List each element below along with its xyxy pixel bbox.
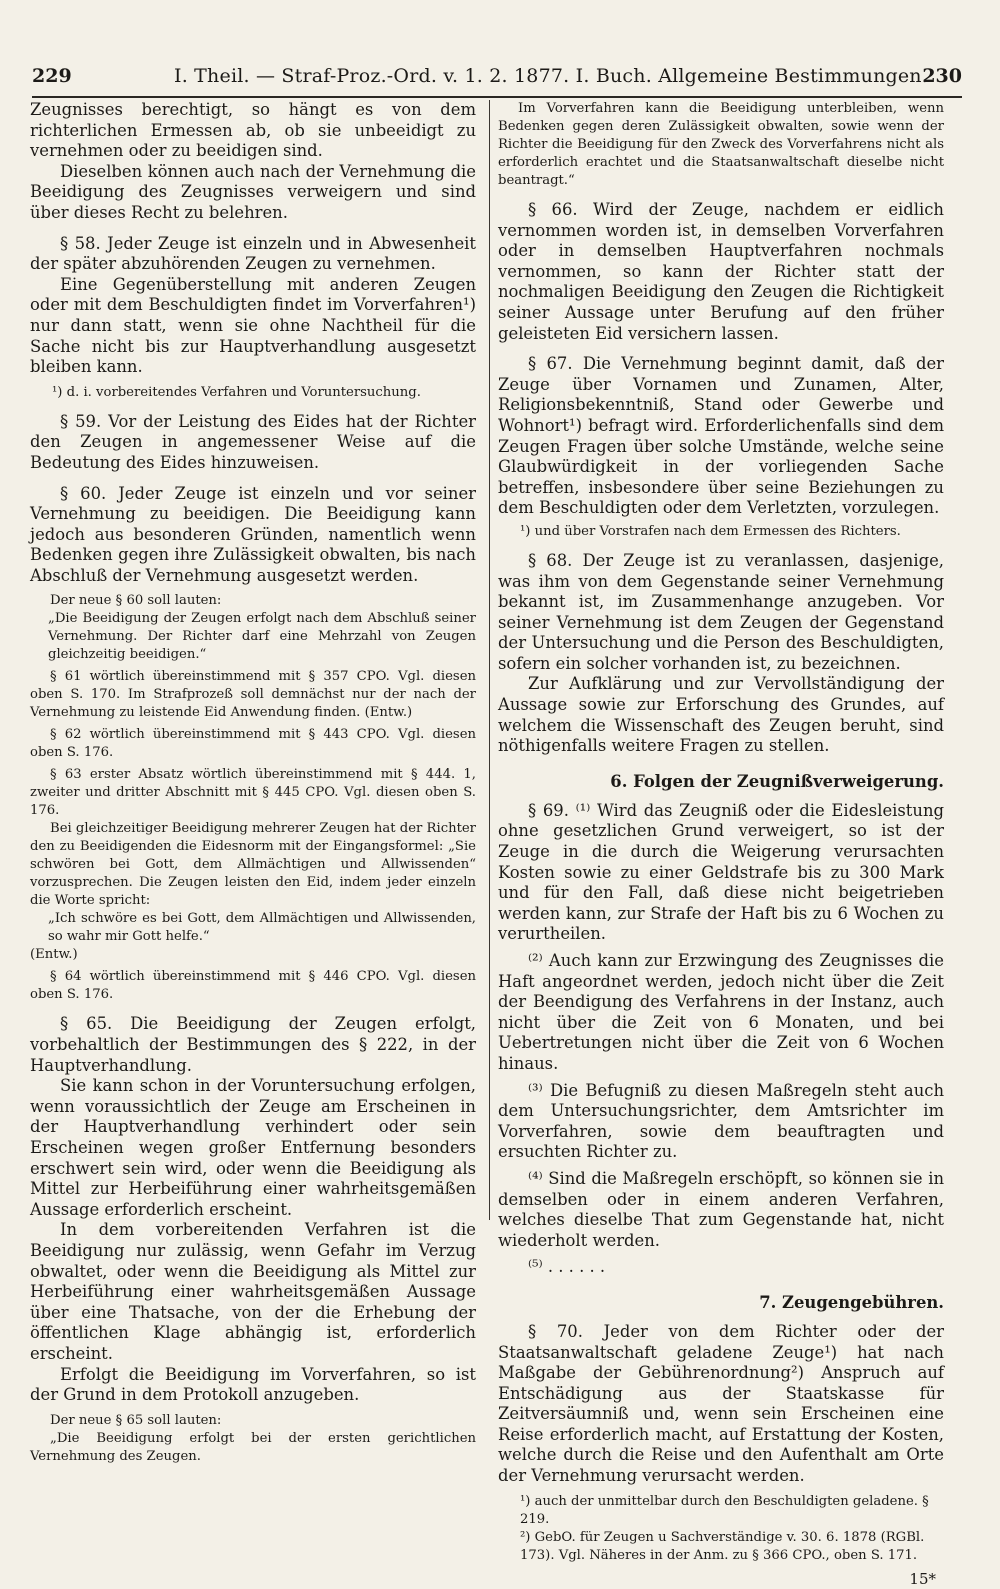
paragraph: In dem vorbereitenden Verfahren ist die Beeidigung nur zulässig, wenn Gefahr im Verzug obwaltet, oder wenn die Beeidigung als Mittel zur Herbeiführung einer wahrheitsgemäßen Aussage über eine Thatsache, von der die Erhebung der öffentlichen Klage abhängig ist, erforderlich erscheint.	[30, 1220, 476, 1363]
section-66: § 66. Wird der Zeuge, nachdem er eidlich vernommen worden ist, in demselben Vorverfahren oder in demselben Hauptverfahren nochmals vernommen, so kann der Richter statt der nochmaligen Beeidigung den Zeugen die Richtigkeit seiner Aussage unter Berufung auf den früher geleisteten Eid versichern lassen.	[498, 200, 944, 343]
quoted-text: „Die Beeidigung der Zeugen erfolgt nach dem Abschluß seiner Vernehmung. Der Richter darf eine Mehrzahl von Zeugen gleichzeitig beeidigen.“	[48, 611, 476, 663]
column-divider	[489, 100, 490, 1220]
quoted-text: „Die Beeidigung erfolgt bei der ersten gerichtlichen Vernehmung des Zeugen.	[30, 1430, 476, 1464]
running-header	[32, 56, 962, 98]
section-heading: 7. Zeugengebühren.	[759, 1292, 944, 1312]
section-68: § 68. Der Zeuge ist zu veranlassen, dasjenige, was ihm von dem Gegenstande seiner Vernehmung bekannt ist, im Zusammenhange anzugeben. Vor seiner Vernehmung ist dem Zeugen der Gegenstand der Untersuchung und die Person des Beschuldigten, sofern ein solcher vorhanden ist, zu bezeichnen.	[498, 550, 944, 673]
paragraph: ⁽⁵⁾ . . . . . .	[528, 1257, 606, 1277]
section-65: § 65. Die Beeidigung der Zeugen erfolgt, vorbehaltlich der Bestimmungen des § 222, in der Hauptverhandlung.	[30, 1014, 476, 1075]
section-60: § 60. Jeder Zeuge ist einzeln und vor seiner Vernehmung zu beeidigen. Die Beeidigung kann jedoch aus besonderen Gründen, namentlich wenn Bedenken gegen ihre Zulässigkeit obwalten, bis nach Abschluß der Vernehmung ausgesetzt werden.	[30, 483, 476, 585]
oath-formula: „Ich schwöre es bei Gott, dem Allmächtigen und Allwissenden, so wahr mir Gott helfe.“	[48, 911, 476, 945]
footnote: ¹) und über Vorstrafen nach dem Ermessen des Richters.	[520, 523, 901, 539]
section-heading: 6. Folgen der Zeugnißverweigerung.	[610, 771, 944, 791]
paragraph: Zeugnisses berechtigt, so hängt es von dem richterlichen Ermessen ab, ob sie unbeeidigt zu vernehmen oder zu beeidigen sind.	[30, 100, 476, 161]
note: (Entw.)	[30, 947, 78, 963]
left-column	[30, 100, 476, 1466]
section-70: § 70. Jeder von dem Richter oder der Staatsanwaltschaft geladene Zeuge¹) hat nach Maßgabe der Gebührenordnung²) Anspruch auf Entschädigung aus der Staatskasse für Zeitversäumniß und, wenn sein Erscheinen eine Reise erforderlich macht, auf Erstattung der Kosten, welche durch die Reise und den Aufenthalt am Orte der Vernehmung verursacht werden.	[498, 1321, 944, 1486]
note: Im Vorverfahren kann die Beeidigung unterbleiben, wenn Bedenken gegen deren Zulässigkeit obwalten, sowie wenn der Richter die Beeidigung für den Zweck des Vorverfahrens nicht als erforderlich erachtet und die Staatsanwaltschaft dieselbe nicht beantragt.“	[498, 101, 944, 188]
section-59: § 59. Vor der Leistung des Eides hat der Richter den Zeugen in angemessener Weise auf die Bedeutung des Eides hinzuweisen.	[30, 411, 476, 472]
signature-mark: 15*	[909, 1569, 936, 1588]
note-section-62: § 62 wörtlich übereinstimmend mit § 443 CPO. Vgl. diesen oben S. 176.	[30, 727, 476, 761]
section-69: § 69. ⁽¹⁾ Wird das Zeugniß oder die Eidesleistung ohne gesetzlichen Grund verweigert, so ist der Zeuge in die durch die Weigerung verursachten Kosten sowie zu einer Geldstrafe bis zu 300 Mark und für den Fall, daß diese nicht beigetrieben werden kann, zur Strafe der Haft bis zu 6 Wochen zu verurtheilen.	[498, 800, 944, 944]
paragraph: ⁽²⁾ Auch kann zur Erzwingung des Zeugnisses die Haft angeordnet werden, jedoch nicht über die Zeit der Beendigung des Verfahrens in der Instanz, auch nicht über die Zeit von 6 Monaten, und bei Uebertretungen nicht über die Zeit von 6 Wochen hinaus.	[498, 951, 944, 1073]
paragraph: Zur Aufklärung und zur Vervollständigung der Aussage sowie zur Erforschung des Grundes, auf welchem die Wissenschaft des Zeugen beruht, sind nöthigenfalls weitere Fragen zu stellen.	[498, 674, 944, 756]
paragraph: Erfolgt die Beeidigung im Vorverfahren, so ist der Grund in dem Protokoll anzugeben.	[30, 1364, 476, 1405]
paragraph: Eine Gegenüberstellung mit anderen Zeugen oder mit dem Beschuldigten findet im Vorverfahren¹) nur dann statt, wenn sie ohne Nachtheil für die Sache nicht bis zur Hauptverhandlung ausgesetzt bleiben kann.	[30, 274, 476, 377]
page-number-right: 230	[922, 65, 962, 87]
paragraph: ⁽⁴⁾ Sind die Maßregeln erschöpft, so können sie in demselben oder in einem anderen Verfahren, welches dieselbe That zum Gegenstande hat, nicht wiederholt werden.	[498, 1168, 944, 1250]
note: Bei gleichzeitiger Beeidigung mehrerer Zeugen hat der Richter den zu Beeidigenden die Eidesnorm mit der Eingangsformel: „Sie schwören bei Gott, dem Allmächtigen und Allwissenden“ vorzusprechen. Die Zeugen leisten den Eid, indem jeder einzeln die Worte spricht:	[30, 821, 476, 909]
note: Der neue § 65 soll lauten:	[50, 1412, 222, 1428]
right-column	[498, 100, 944, 1589]
section-58: § 58. Jeder Zeuge ist einzeln und in Abwesenheit der später abzuhörenden Zeugen zu vernehmen.	[30, 233, 476, 274]
paragraph: ⁽³⁾ Die Befugniß zu diesen Maßregeln steht auch dem Untersuchungsrichter, dem Amtsrichter im Vorverfahren, sowie dem beauftragten und ersuchten Richter zu.	[498, 1080, 944, 1162]
section-67: § 67. Die Vernehmung beginnt damit, daß der Zeuge über Vornamen und Zunamen, Alter, Religionsbekenntniß, Stand oder Gewerbe und Wohnort¹) befragt wird. Erforderlichenfalls sind dem Zeugen Fragen über solche Umstände, welche seine Glaubwürdigkeit in der vorliegenden Sache betreffen, insbesondere über seine Beziehungen zu dem Beschuldigten oder dem Verletzten, vorzulegen.	[498, 354, 944, 518]
footnote: ¹) d. i. vorbereitendes Verfahren und Voruntersuchung.	[52, 384, 421, 400]
paragraph: Dieselben können auch nach der Vernehmung die Beeidigung des Zeugnisses verweigern und sind über dieses Recht zu belehren.	[30, 161, 476, 222]
footnote: ²) GebO. für Zeugen u Sachverständige v. 30. 6. 1878 (RGBl. 173). Vgl. Näheres in der Anm. zu § 366 CPO., oben S. 171.	[520, 1529, 925, 1563]
note: Der neue § 60 soll lauten:	[50, 593, 222, 609]
header-title: I. Theil. — Straf-Proz.-Ord. v. 1. 2. 1877. I. Buch. Allgemeine Bestimmungen.	[174, 65, 928, 87]
page-number-left: 229	[32, 65, 72, 87]
footnote: ¹) auch der unmittelbar durch den Beschuldigten geladene. § 219.	[520, 1493, 929, 1527]
note-section-61: § 61 wörtlich übereinstimmend mit § 357 CPO. Vgl. diesen oben S. 170. Im Strafprozeß soll demnächst nur der nach der Vernehmung zu leistende Eid Anwendung finden. (Entw.)	[30, 669, 476, 721]
note-section-64: § 64 wörtlich übereinstimmend mit § 446 CPO. Vgl. diesen oben S. 176.	[30, 969, 476, 1003]
note-section-63: § 63 erster Absatz wörtlich übereinstimmend mit § 444. 1, zweiter und dritter Abschnitt mit § 445 CPO. Vgl. diesen oben S. 176.	[30, 767, 476, 819]
paragraph: Sie kann schon in der Voruntersuchung erfolgen, wenn voraussichtlich der Zeuge am Erscheinen in der Hauptverhandlung verhindert oder sein Erscheinen wegen großer Entfernung besonders erschwert sein wird, oder wenn die Beeidigung als Mittel zur Herbeiführung einer wahrheitsgemäßen Aussage erforderlich erscheint.	[30, 1076, 476, 1219]
